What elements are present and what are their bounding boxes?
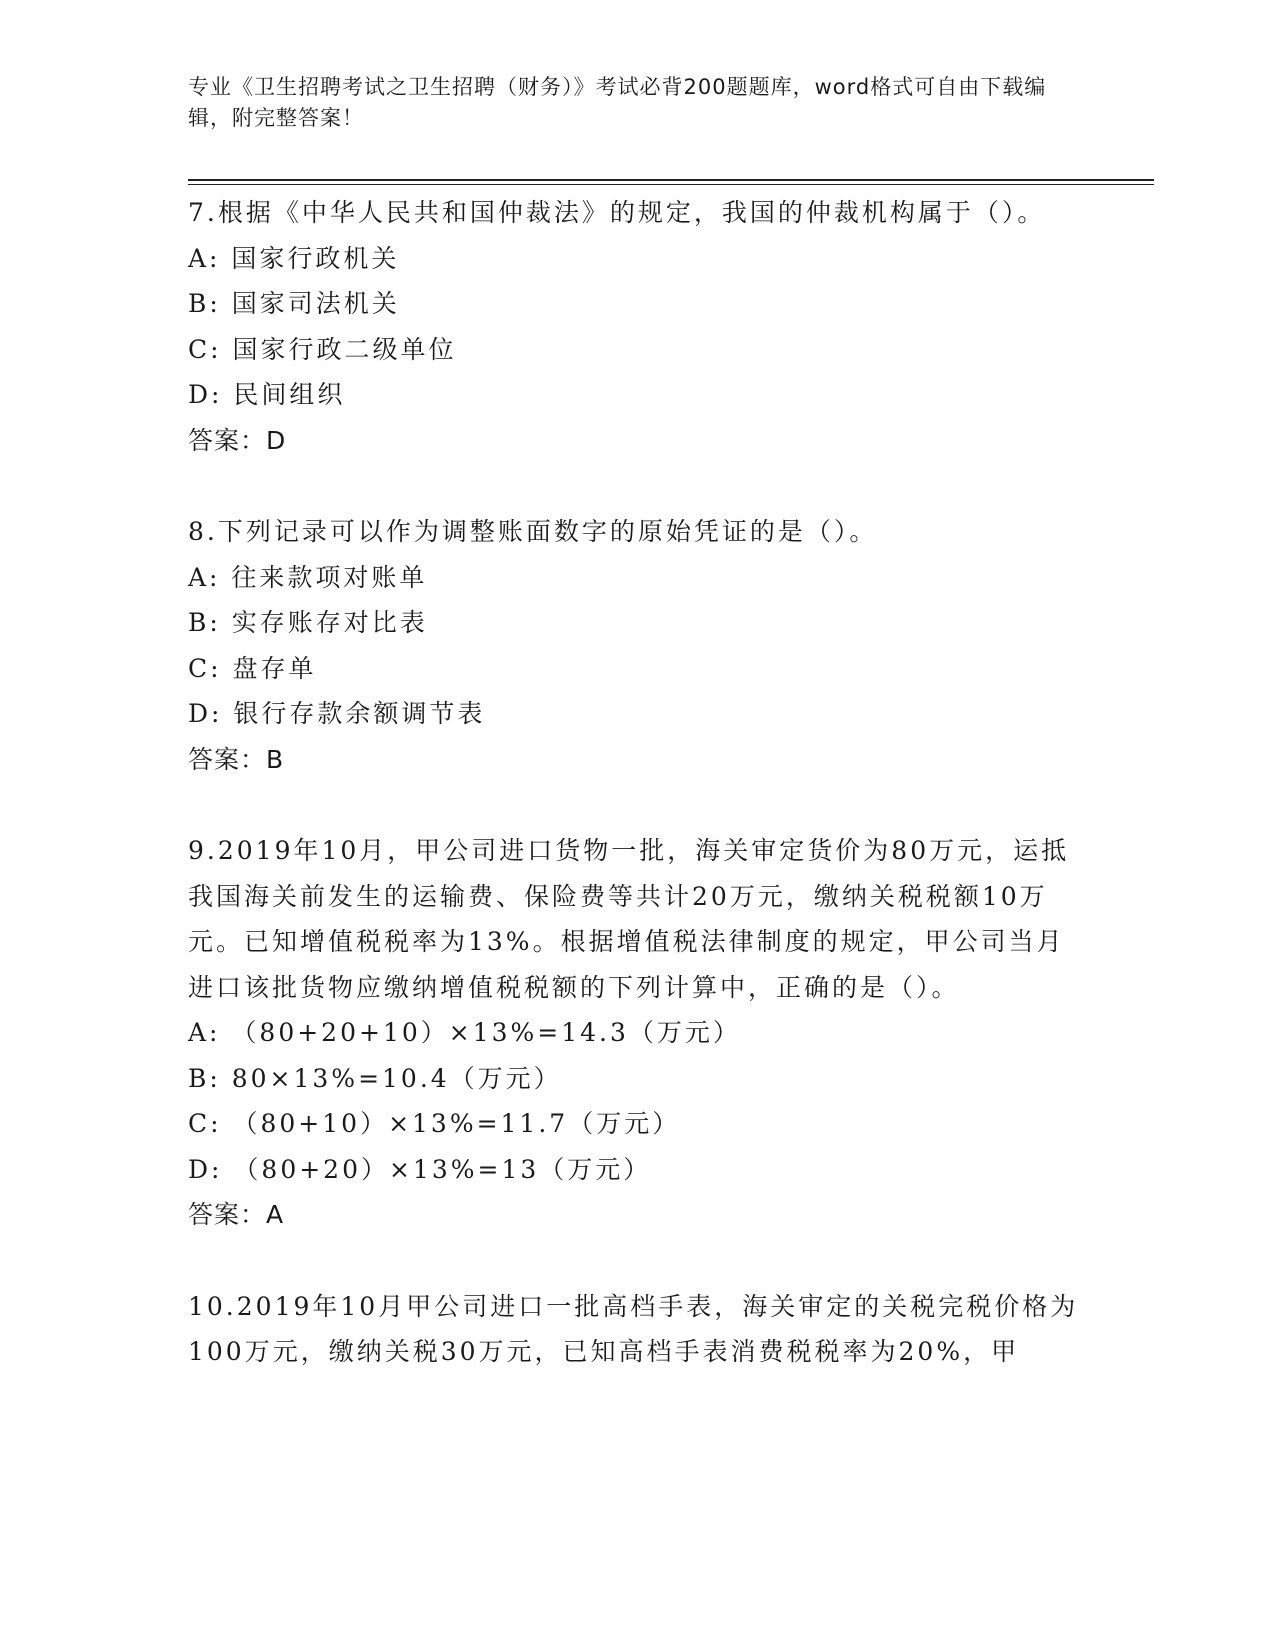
header-divider-thin	[188, 184, 1154, 185]
option-b: B: 国家司法机关	[188, 289, 400, 318]
option-a: A: 国家行政机关	[188, 243, 400, 273]
question-text: 8.下列记录可以作为调整账面数字的原始凭证的是（）。	[188, 517, 878, 546]
option-d: D: （80+20）×13%=13（万元）	[188, 1154, 652, 1184]
option-b: B: 实存账存对比表	[188, 608, 428, 637]
answer-line: 答案：D	[188, 425, 287, 455]
answer-line: 答案：A	[188, 1200, 285, 1229]
option-c: C: 国家行政二级单位	[188, 334, 457, 364]
option-a: A: （80+20+10）×13%=14.3（万元）	[188, 1018, 741, 1047]
question-text: 10.2019年10月甲公司进口一批高档手表，海关审定的关税完税价格为100万元，缴纳关税30万元，已知高档手表消费税税率为20%，甲	[188, 1291, 1079, 1366]
option-a: A: 往来款项对账单	[188, 562, 428, 592]
spacer	[188, 463, 1088, 509]
option-c: C: 盘存单	[188, 653, 317, 683]
option-d: D: 民间组织	[188, 380, 346, 409]
header-divider	[188, 179, 1154, 181]
question-7	[188, 190, 1088, 463]
question-9	[188, 828, 1088, 1238]
option-d: D: 银行存款余额调节表	[188, 699, 486, 728]
question-text: 7.根据《中华人民共和国仲裁法》的规定，我国的仲裁机构属于（）。	[188, 198, 1046, 227]
option-b: B: 80×13%=10.4（万元）	[188, 1063, 562, 1093]
spacer	[188, 782, 1088, 828]
answer-line: 答案：B	[188, 744, 285, 774]
question-8	[188, 509, 1088, 782]
question-10	[188, 1284, 1088, 1375]
option-c: C: （80+10）×13%=11.7（万元）	[188, 1109, 681, 1138]
question-text: 9.2019年10月，甲公司进口货物一批，海关审定货价为80万元，运抵我国海关前发生的运输费、保险费等共计20万元，缴纳关税税额10万元。已知增值税税率为13%。根据增值税法律制度的规定，甲公司当月进口该批货物应缴纳增值税税额的下列计算中，正确的是（）。	[188, 836, 1070, 1002]
document-header: 专业《卫生招聘考试之卫生招聘（财务）》考试必背200题题库，word格式可自由下载编辑，附完整答案！	[188, 75, 1047, 130]
spacer	[188, 1238, 1088, 1284]
question-list	[188, 190, 1088, 1375]
